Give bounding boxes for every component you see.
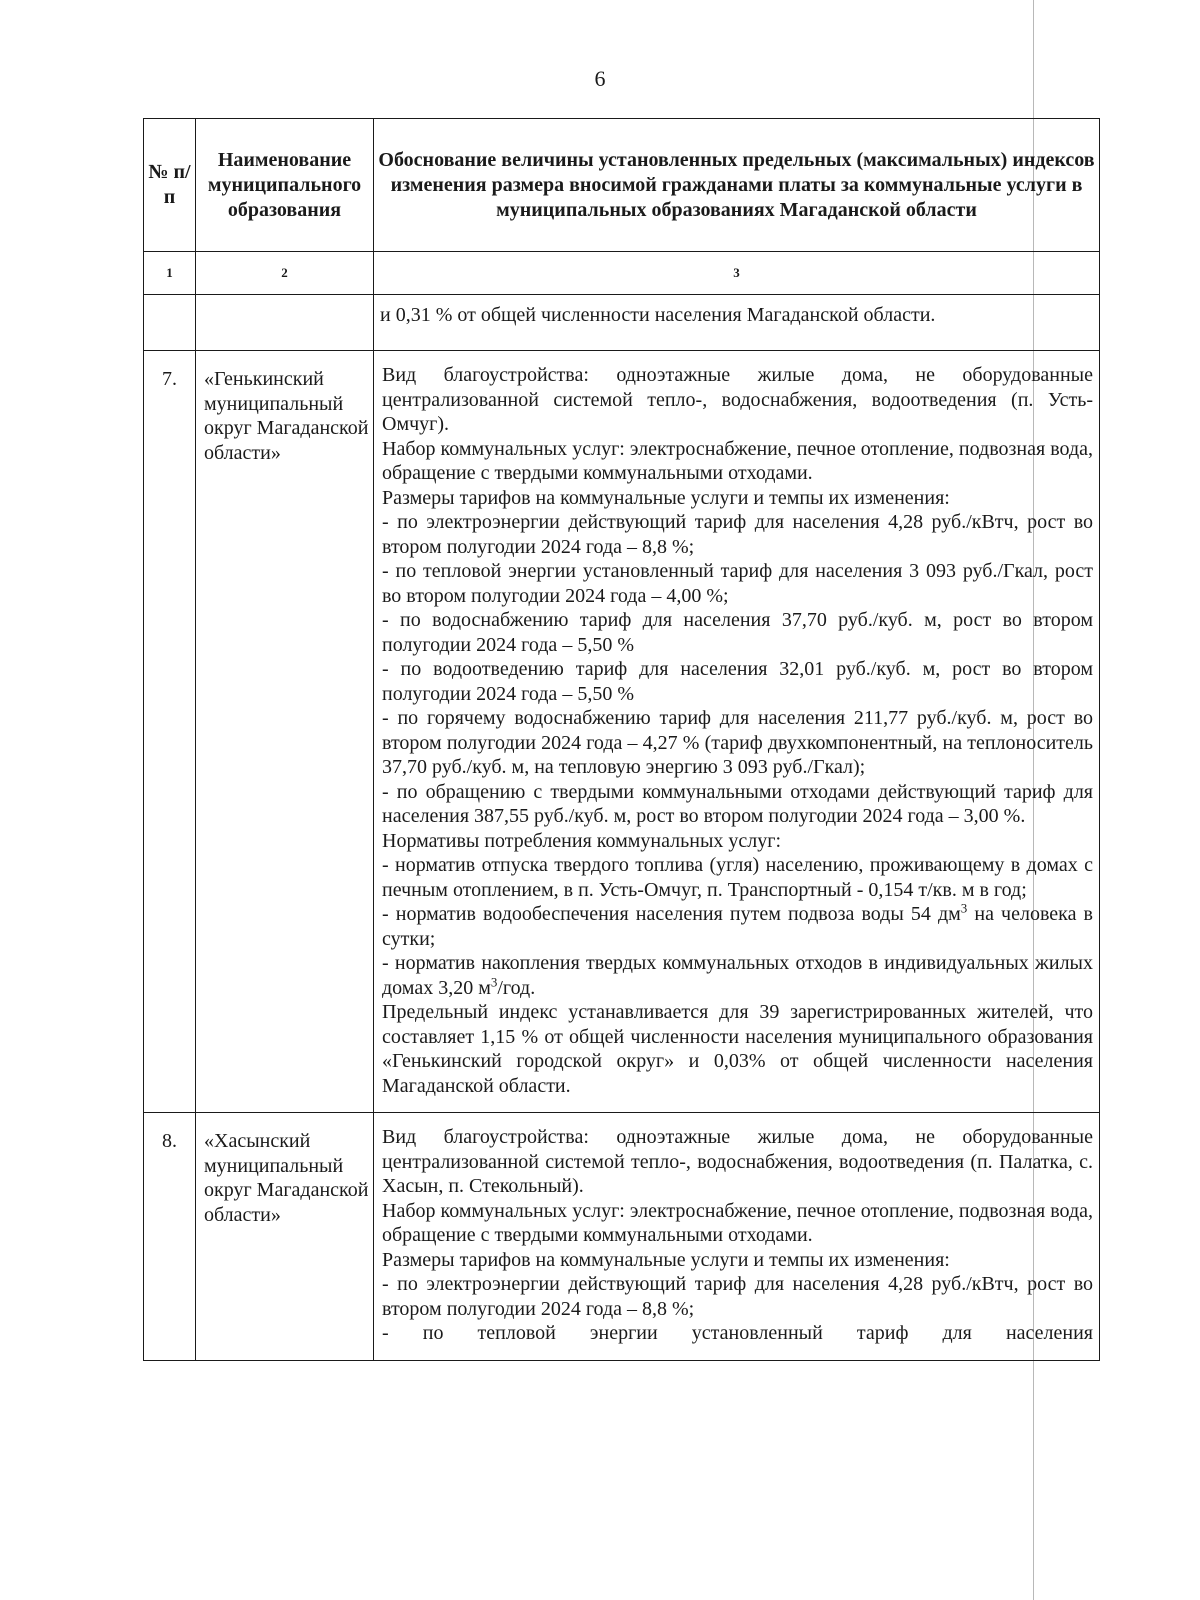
paragraph: Вид благоустройства: одноэтажные жилые дома, не оборудованные централизованной системой тепло-, водоснабжения, водоотведения (п. Палатка, с. Хасын, п. Стекольный). (382, 1126, 1093, 1197)
paragraph: Набор коммунальных услуг: электроснабжение, печное отопление, подвозная вода, обращение с твердыми коммунальными отходами. (382, 437, 1093, 484)
paragraph: Размеры тарифов на коммунальные услуги и темпы их изменения: (382, 486, 950, 509)
paragraph: Вид благоустройства: одноэтажные жилые дома, не оборудованные централизованной системой тепло-, водоснабжения, водоотведения (п. Усть-Омчуг). (382, 364, 1093, 435)
tariff-justification-table (143, 118, 1100, 1361)
water-norm-paragraph: - норматив водообеспечения населения путем подвоза воды 54 $дм^3$ на человека в сутки; (382, 900, 1093, 950)
row-number: 7. (144, 351, 196, 1113)
paragraph: - по тепловой энергии установленный тариф для населения (382, 1322, 1093, 1344)
column-number: 1 (144, 252, 196, 295)
paragraph: Размеры тарифов на коммунальные услуги и темпы их изменения: (382, 1248, 950, 1271)
column-number: 3 (374, 252, 1100, 295)
table-row (144, 351, 1100, 1113)
waste-norm-paragraph: - норматив накопления твердых коммунальных отходов в индивидуальных жилых домах 3,20 $м^3$/год. (382, 952, 1093, 999)
carry-over-text: и 0,31 % от общей численности населения Магаданской области. (374, 295, 1100, 351)
paragraph: - по электроэнергии действующий тариф для населения 4,28 руб./кВтч, рост во втором полугодии 2024 года – 8,8 %; (382, 511, 1093, 558)
paragraph: - по тепловой энергии установленный тариф для населения 3 093 руб./Гкал, рост во втором полугодии 2024 года – 4,00 %; (382, 560, 1093, 607)
paragraph: - по водоотведению тариф для населения 32,01 руб./куб. м, рост во втором полугодии 2024 года – 5,50 % (382, 658, 1093, 705)
carry-over-row (144, 295, 1100, 351)
justification-text (374, 1113, 1100, 1361)
row-number: 8. (144, 1113, 196, 1361)
page-number: 6 (594, 66, 606, 91)
paragraph: Нормативы потребления коммунальных услуг: (382, 829, 782, 852)
header-justification: Обоснование величины установленных предельных (максимальных) индексов изменения размера вносимой гражданами платы за коммунальные услуги в муниципальных образованиях Магаданской области (374, 119, 1100, 252)
column-number: 2 (196, 252, 374, 295)
column-numbers-row (144, 252, 1100, 295)
paragraph: - по водоснабжению тариф для населения 37,70 руб./куб. м, рост во втором полугодии 2024 года – 5,50 % (382, 609, 1093, 656)
header-municipality: Наименование муниципального образования (196, 119, 374, 252)
paragraph: - норматив отпуска твердого топлива (угля) населению, проживающему в домах с печным отоплением, в п. Усть-Омчуг, п. Транспортный - 0,154 т/кв. м в год; (382, 854, 1093, 901)
paragraph: - по обращению с твердыми коммунальными отходами действующий тариф для населения 387,55 руб./куб. м, рост во втором полугодии 2024 года – 3,00 %. (382, 780, 1093, 827)
paragraph: - по электроэнергии действующий тариф для населения 4,28 руб./кВтч, рост во втором полугодии 2024 года – 8,8 %; (382, 1273, 1093, 1320)
municipality-name: «Хасынский муниципальный округ Магаданской области» (196, 1113, 374, 1361)
paragraph: - по горячему водоснабжению тариф для населения 211,77 руб./куб. м, рост во втором полугодии 2024 года – 4,27 % (тариф двухкомпонентный, на теплоноситель 37,70 руб./куб. м, на тепловую энергию 3 093 руб./Гкал); (382, 707, 1093, 778)
municipality-name: «Генькинский муниципальный округ Магаданской области» (196, 351, 374, 1113)
paragraph: Предельный индекс устанавливается для 39 зарегистрированных жителей, что составляет 1,15 % от общей численности населения муниципального образования «Генькинский городской округ» и 0,03% от общей численности населения Магаданской области. (382, 1001, 1093, 1097)
paragraph: Набор коммунальных услуг: электроснабжение, печное отопление, подвозная вода, обращение с твердыми коммунальными отходами. (382, 1199, 1093, 1246)
table-row (144, 1113, 1100, 1361)
table-header-row (144, 119, 1100, 252)
header-number: № п/п (144, 119, 196, 252)
justification-text (374, 351, 1100, 1113)
